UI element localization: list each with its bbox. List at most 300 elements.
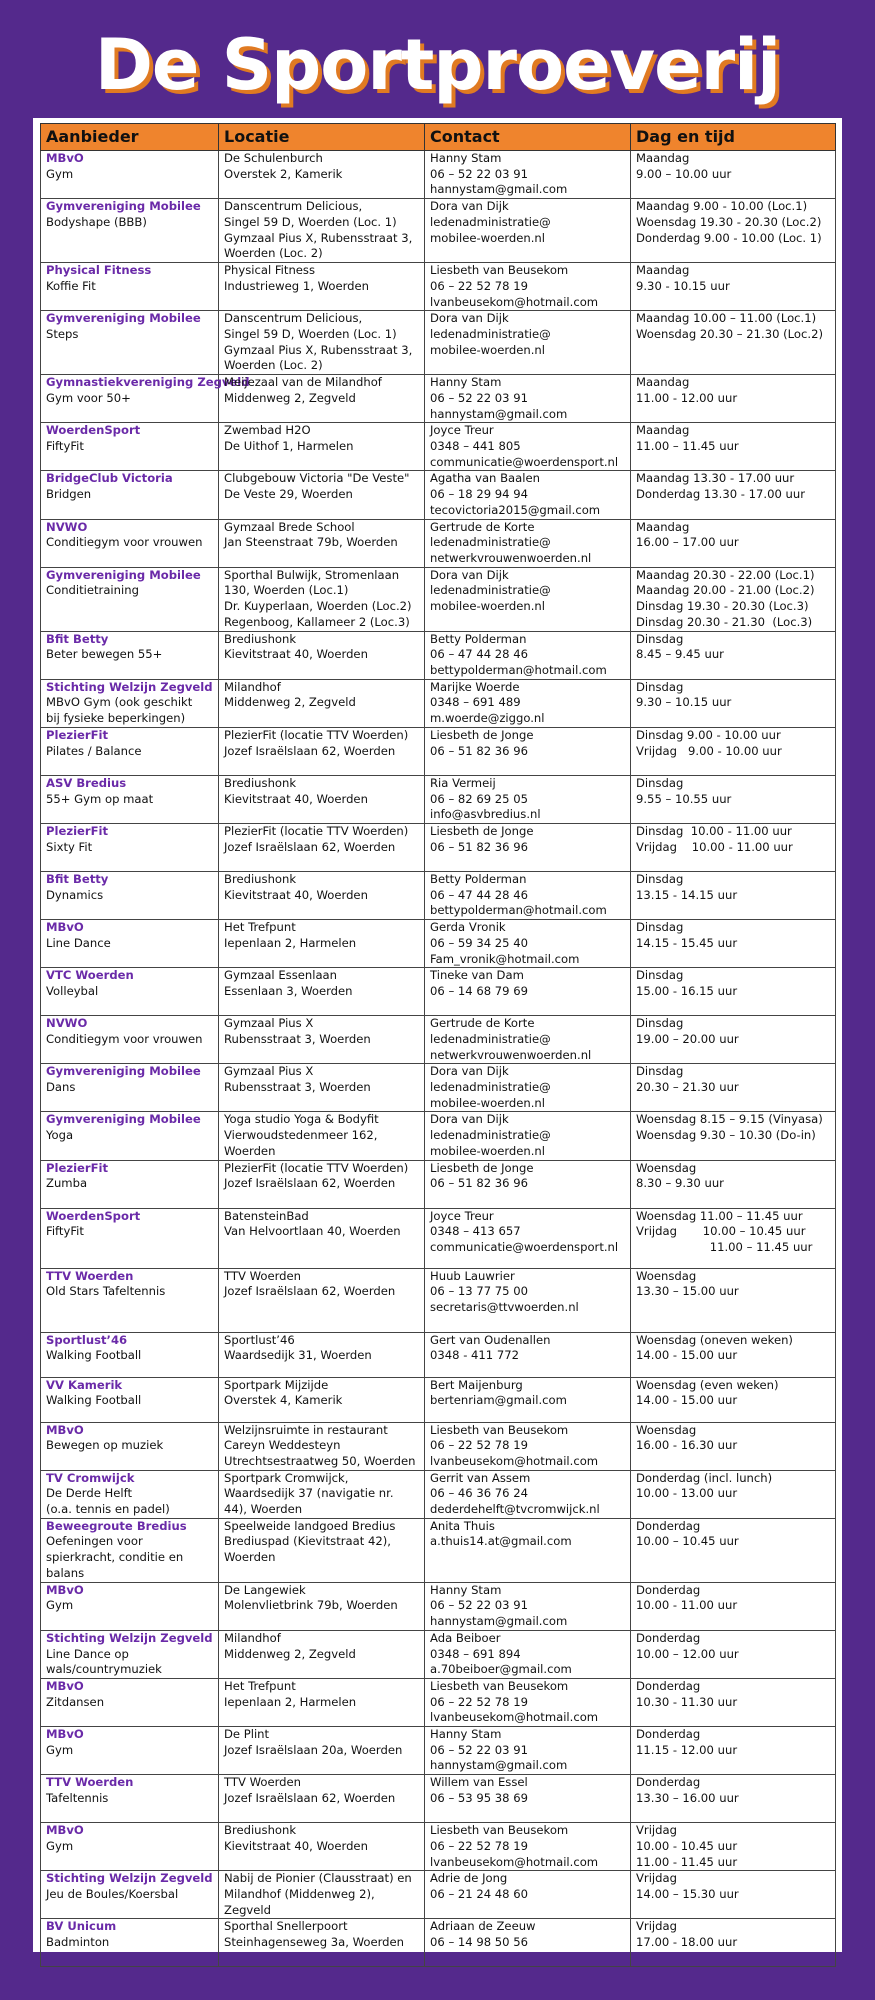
location-line: Sporthal Snellerpoort — [224, 1919, 348, 1934]
contact-line: Willem van Essel — [430, 1775, 528, 1790]
location-line: Sportlust’46 — [224, 1332, 295, 1347]
activity-line: 55+ Gym op maat — [46, 791, 154, 806]
location-line: Gymzaal Pius X — [224, 1016, 314, 1031]
provider-cell — [41, 1160, 219, 1208]
schedule-sheet — [33, 118, 842, 1952]
contact-line: Liesbeth de Jonge — [430, 1160, 534, 1175]
contact-line: dederdehelft@tvcromwijck.nl — [430, 1502, 600, 1517]
contact-cell — [425, 1064, 631, 1112]
contact-line: Ria Vermeij — [430, 775, 496, 790]
schedule-table — [40, 123, 836, 1967]
provider-cell — [41, 920, 219, 968]
contact-line: 06 – 14 68 79 69 — [430, 983, 528, 998]
day-time-cell — [631, 1678, 836, 1726]
day-time-cell — [631, 263, 836, 311]
day-time-line: Maandag 13.30 - 17.00 uur — [636, 471, 795, 486]
contact-line: 0348 – 691 894 — [430, 1646, 521, 1661]
day-time-line: Woensdag (even weken) — [636, 1377, 779, 1392]
contact-line: 06 – 51 82 36 96 — [430, 743, 528, 758]
activity-line: Gym voor 50+ — [46, 390, 131, 405]
contact-line: Ada Beiboer — [430, 1630, 501, 1645]
location-cell — [219, 1064, 425, 1112]
day-time-line: 10.00 - 11.00 uur — [636, 1598, 738, 1613]
location-line: Yoga studio Yoga & Bodyfit — [224, 1112, 379, 1127]
day-time-cell — [631, 1823, 836, 1871]
provider-name: MBvO — [46, 1582, 84, 1597]
location-line: Woerden (Loc. 2) — [224, 246, 323, 261]
contact-line: Adriaan de Zeeuw — [430, 1919, 536, 1934]
day-time-line: 14.00 – 15.30 uur — [636, 1887, 739, 1901]
location-cell — [219, 1377, 425, 1422]
day-time-line: Donderdag 9.00 - 10.00 (Loc. 1) — [636, 230, 822, 245]
provider-name: NVWO — [46, 519, 88, 534]
activity-line: Beter bewegen 55+ — [46, 647, 163, 662]
location-line: Speelweide landgoed Bredius — [224, 1518, 396, 1533]
contact-line: 06 – 52 22 03 91 — [430, 390, 528, 405]
contact-line: mobilee-woerden.nl — [430, 342, 546, 357]
contact-line: ledenadministratie@ — [430, 535, 551, 550]
provider-cell — [41, 423, 219, 471]
location-line: Kievitstraat 40, Woerden — [224, 887, 368, 902]
provider-cell — [41, 1871, 219, 1919]
provider-cell — [41, 1208, 219, 1268]
location-line: Danscentrum Delicious, — [224, 311, 363, 326]
day-time-cell — [631, 727, 836, 775]
activity-line: MBvO Gym (ook geschikt — [46, 695, 193, 710]
day-time-cell — [631, 567, 836, 631]
location-line: Overstek 4, Kamerik — [224, 1393, 343, 1408]
contact-line: Huub Lauwrier — [430, 1268, 515, 1283]
day-time-cell — [631, 1377, 836, 1422]
location-line: Brediushonk — [224, 871, 297, 886]
location-cell — [219, 1823, 425, 1871]
location-cell — [219, 1630, 425, 1678]
contact-line: Joyce Treur — [430, 423, 494, 438]
contact-cell — [425, 968, 631, 1016]
location-line: Zwembad H2O — [224, 423, 311, 438]
day-time-line: 9.30 - 10.15 uur — [636, 278, 730, 293]
contact-line: Dora van Dijk — [430, 1064, 509, 1079]
contact-line: Betty Polderman — [430, 871, 527, 886]
day-time-line: Dinsdag 9.00 - 10.00 uur — [636, 727, 781, 742]
location-cell — [219, 1871, 425, 1919]
location-line: Iepenlaan 2, Harmelen — [224, 935, 357, 950]
contact-line: 0348 - 411 772 — [430, 1348, 520, 1363]
contact-line: Liesbeth van Beusekom — [430, 1422, 569, 1437]
provider-name: BV Unicum — [46, 1919, 117, 1934]
day-time-cell — [631, 1064, 836, 1112]
contact-line: Fam_vronik@hotmail.com — [430, 951, 580, 966]
provider-name: TV Cromwijck — [46, 1470, 135, 1485]
provider-cell — [41, 775, 219, 823]
location-line: Van Helvoortlaan 40, Woerden — [224, 1224, 401, 1239]
day-time-line: Woensdag 19.30 - 20.30 (Loc.2) — [636, 214, 822, 229]
provider-name: NVWO — [46, 1016, 88, 1031]
day-time-line: 11.00 - 12.00 uur — [636, 390, 738, 405]
provider-cell — [41, 1823, 219, 1871]
location-cell — [219, 775, 425, 823]
location-line: Singel 59 D, Woerden (Loc. 1) — [224, 326, 397, 341]
day-time-line: Donderdag — [636, 1775, 701, 1790]
provider-name: WoerdenSport — [46, 423, 141, 438]
location-line: Waardsedijk 37 (navigatie nr. — [224, 1486, 394, 1501]
day-time-line: 8.30 – 9.30 uur — [636, 1176, 724, 1191]
contact-line: lvanbeusekom@hotmail.com — [430, 1453, 599, 1468]
provider-cell — [41, 471, 219, 519]
location-line: Woerden — [224, 1143, 276, 1158]
contact-line: mobilee-woerden.nl — [430, 599, 546, 614]
table-row — [41, 775, 836, 823]
table-row — [41, 1919, 836, 1967]
location-line: 44), Woerden — [224, 1502, 303, 1517]
day-time-line: 16.00 – 17.00 uur — [636, 535, 739, 550]
provider-name: MBvO — [46, 920, 84, 935]
contact-line: mobilee-woerden.nl — [430, 230, 546, 245]
provider-name: Stichting Welzijn Zegveld — [46, 679, 213, 694]
location-line: Zegveld — [224, 1902, 272, 1917]
location-cell — [219, 151, 425, 199]
activity-line: Conditiegym voor vrouwen — [46, 1031, 203, 1046]
table-row — [41, 567, 836, 631]
provider-name: Sportlust’46 — [46, 1332, 128, 1347]
location-cell — [219, 1919, 425, 1967]
day-time-cell — [631, 1332, 836, 1377]
activity-line: Bewegen op muziek — [46, 1438, 164, 1453]
location-line: De Schulenburch — [224, 151, 323, 165]
provider-cell — [41, 375, 250, 423]
day-time-cell — [631, 423, 836, 471]
table-row — [41, 1678, 836, 1726]
contact-line: 06 – 51 82 36 96 — [430, 1176, 528, 1191]
contact-cell — [425, 1112, 631, 1160]
location-line: Sportpark Mijzijde — [224, 1377, 329, 1392]
day-time-cell — [631, 1160, 836, 1208]
table-row — [41, 1518, 836, 1582]
location-cell — [219, 871, 425, 919]
table-row — [41, 1064, 836, 1112]
provider-cell — [41, 1470, 219, 1518]
table-row — [41, 1775, 836, 1823]
activity-line: Gym — [46, 1742, 74, 1757]
provider-cell — [41, 727, 219, 775]
day-time-line: Dinsdag — [636, 1016, 684, 1031]
contact-line: Gerrit van Assem — [430, 1470, 531, 1485]
day-time-line: Vrijdag — [636, 1919, 677, 1934]
contact-line: bettypolderman@hotmail.com — [430, 663, 607, 678]
activity-line: Yoga — [46, 1128, 74, 1143]
location-cell — [219, 1208, 425, 1268]
day-time-line: 20.30 – 21.30 uur — [636, 1080, 739, 1095]
activity-line: Gym — [46, 1598, 74, 1613]
location-line: TTV Woerden — [224, 1268, 301, 1283]
provider-name: VV Kamerik — [46, 1377, 123, 1392]
provider-name: MBvO — [46, 1678, 84, 1693]
contact-cell — [425, 920, 631, 968]
day-time-cell — [631, 1775, 836, 1823]
contact-cell — [425, 1268, 631, 1332]
day-time-line: 13.15 - 14.15 uur — [636, 887, 738, 902]
table-row — [41, 968, 836, 1016]
contact-line: ledenadministratie@ — [430, 1128, 551, 1143]
provider-name: Stichting Welzijn Zegveld — [46, 1871, 213, 1886]
table-row — [41, 1582, 836, 1630]
day-time-line: 10.00 - 13.00 uur — [636, 1486, 738, 1501]
contact-line: 0348 – 441 805 — [430, 439, 521, 454]
day-time-cell — [631, 1871, 836, 1919]
contact-cell — [425, 1422, 631, 1470]
table-row — [41, 679, 836, 727]
day-time-line: Maandag 10.00 – 11.00 (Loc.1) — [636, 311, 817, 326]
location-line: De Veste 29, Woerden — [224, 487, 353, 502]
day-time-line: 10.00 – 10.45 uur — [636, 1534, 739, 1549]
provider-cell — [41, 871, 219, 919]
day-time-cell — [631, 1518, 836, 1582]
location-line: Sportpark Cromwijck, — [224, 1470, 349, 1485]
day-time-line: Dinsdag 19.30 - 20.30 (Loc.3) — [636, 599, 809, 614]
day-time-line: Maandag 9.00 - 10.00 (Loc.1) — [636, 199, 808, 214]
activity-line: Jeu de Boules/Koersbal — [46, 1887, 179, 1901]
contact-line: Liesbeth de Jonge — [430, 823, 534, 838]
location-line: Rubensstraat 3, Woerden — [224, 1080, 371, 1095]
day-time-cell — [631, 375, 836, 423]
header-provider: Aanbieder — [41, 124, 219, 151]
location-line: Careyn Weddesteyn — [224, 1438, 341, 1453]
location-cell — [219, 263, 425, 311]
day-time-line: Dinsdag — [636, 775, 684, 790]
contact-line: mobilee-woerden.nl — [430, 1095, 546, 1110]
contact-line: Anita Thuis — [430, 1518, 495, 1533]
day-time-cell — [631, 871, 836, 919]
table-row — [41, 920, 836, 968]
day-time-cell — [631, 1470, 836, 1518]
provider-name: Bfit Betty — [46, 871, 109, 886]
contact-cell — [425, 471, 631, 519]
contact-line: 06 – 22 52 78 19 — [430, 1438, 528, 1453]
contact-line: m.woerde@ziggo.nl — [430, 711, 545, 726]
location-cell — [219, 471, 425, 519]
day-time-line: Dinsdag 20.30 - 21.30 (Loc.3) — [636, 614, 813, 629]
activity-line: Line Dance — [46, 935, 111, 950]
contact-cell — [425, 1775, 631, 1823]
day-time-line: Vrijdag 9.00 - 10.00 uur — [636, 743, 782, 758]
table-row — [41, 423, 836, 471]
activity-line: spierkracht, conditie en — [46, 1550, 184, 1565]
provider-name: PlezierFit — [46, 727, 109, 742]
contact-line: Hanny Stam — [430, 1582, 502, 1597]
contact-line: 06 – 21 24 48 60 — [430, 1887, 528, 1901]
location-line: Overstek 2, Kamerik — [224, 166, 343, 181]
provider-name: MBvO — [46, 1823, 84, 1838]
day-time-cell — [631, 631, 836, 679]
day-time-line: Donderdag — [636, 1582, 701, 1597]
contact-line: ledenadministratie@ — [430, 1080, 551, 1095]
day-time-line: Dinsdag — [636, 679, 684, 694]
provider-name: Stichting Welzijn Zegveld — [46, 1630, 213, 1645]
contact-cell — [425, 1582, 631, 1630]
activity-line: Dans — [46, 1080, 76, 1095]
activity-line: balans — [46, 1565, 85, 1580]
location-line: Jozef Israëlslaan 20a, Woerden — [224, 1742, 403, 1757]
table-row — [41, 1268, 836, 1332]
location-line: 130, Woerden (Loc.1) — [224, 583, 349, 598]
contact-line: 06 – 13 77 75 00 — [430, 1284, 528, 1299]
provider-name: Physical Fitness — [46, 263, 152, 278]
location-line: Sporthal Bulwijk, Stromenlaan — [224, 567, 400, 582]
day-time-cell — [631, 1208, 836, 1268]
day-time-line: 13.30 – 15.00 uur — [636, 1284, 739, 1299]
location-line: Jan Steenstraat 79b, Woerden — [224, 535, 398, 550]
provider-cell — [41, 1332, 219, 1377]
provider-cell — [41, 1112, 219, 1160]
day-time-line: Vrijdag — [636, 1823, 677, 1838]
activity-line: Bridgen — [46, 487, 92, 502]
contact-line: 06 – 18 29 94 94 — [430, 487, 528, 502]
contact-cell — [425, 519, 631, 567]
location-line: Het Trefpunt — [224, 1678, 296, 1693]
location-line: Waardsedijk 31, Woerden — [224, 1348, 372, 1363]
day-time-line: 11.00 – 11.45 uur — [636, 1239, 813, 1254]
provider-name: Gymvereniging Mobilee — [46, 567, 201, 582]
provider-cell — [41, 1377, 219, 1422]
location-line: De Plint — [224, 1727, 270, 1742]
location-line: Meijezaal van de Milandhof — [224, 375, 382, 390]
day-time-line: Donderdag — [636, 1727, 701, 1742]
contact-line: Gerda Vronik — [430, 920, 506, 935]
day-time-line: Vrijdag 10.00 – 10.45 uur — [636, 1224, 806, 1239]
location-line: Middenweg 2, Zegveld — [224, 390, 356, 405]
contact-line: 06 – 22 52 78 19 — [430, 278, 528, 293]
contact-line: 06 – 52 22 03 91 — [430, 1742, 528, 1757]
header-location: Locatie — [219, 124, 425, 151]
day-time-line: 16.00 - 16.30 uur — [636, 1438, 738, 1453]
location-line: Utrechtsestraatweg 50, Woerden — [224, 1453, 416, 1468]
day-time-cell — [631, 679, 836, 727]
day-time-cell — [631, 199, 836, 263]
day-time-line: Dinsdag — [636, 920, 684, 935]
contact-cell — [425, 679, 631, 727]
header-day-time: Dag en tijd — [631, 124, 836, 151]
provider-name: WoerdenSport — [46, 1208, 141, 1223]
contact-line: 06 – 53 95 38 69 — [430, 1790, 528, 1805]
provider-name: PlezierFit — [46, 823, 109, 838]
location-cell — [219, 1332, 425, 1377]
contact-line: ledenadministratie@ — [430, 1031, 551, 1046]
contact-line: hannystam@gmail.com — [430, 1758, 568, 1773]
contact-line: info@asvbredius.nl — [430, 807, 541, 822]
day-time-line: Woensdag — [636, 1160, 697, 1175]
contact-line: 0348 – 413 657 — [430, 1224, 521, 1239]
table-row — [41, 1470, 836, 1518]
location-cell — [219, 1422, 425, 1470]
contact-cell — [425, 727, 631, 775]
contact-line: 06 – 47 44 28 46 — [430, 887, 528, 902]
day-time-line: Maandag — [636, 519, 690, 534]
provider-cell — [41, 1727, 219, 1775]
day-time-line: Woensdag (oneven weken) — [636, 1332, 793, 1347]
table-row — [41, 1332, 836, 1377]
provider-cell — [41, 1268, 219, 1332]
location-line: Industrieweg 1, Woerden — [224, 278, 370, 293]
poster-title: De Sportproeverij — [94, 24, 781, 106]
contact-cell — [425, 263, 631, 311]
location-line: Singel 59 D, Woerden (Loc. 1) — [224, 214, 397, 229]
table-row — [41, 871, 836, 919]
provider-cell — [41, 1630, 219, 1678]
contact-line: Dora van Dijk — [430, 199, 509, 214]
day-time-line: 9.55 – 10.55 uur — [636, 791, 732, 806]
activity-line: Bodyshape (BBB) — [46, 214, 147, 229]
contact-line: lvanbeusekom@hotmail.com — [430, 294, 599, 309]
day-time-cell — [631, 1727, 836, 1775]
day-time-cell — [631, 311, 836, 375]
day-time-line: 15.00 - 16.15 uur — [636, 983, 738, 998]
location-cell — [219, 1268, 425, 1332]
activity-line: Tafeltennis — [46, 1790, 109, 1805]
day-time-cell — [631, 1919, 836, 1967]
contact-line: 06 – 59 34 25 40 — [430, 935, 528, 950]
contact-line: Liesbeth de Jonge — [430, 727, 534, 742]
location-cell — [219, 1160, 425, 1208]
location-cell — [219, 679, 425, 727]
provider-name: VTC Woerden — [46, 968, 134, 983]
table-row — [41, 151, 836, 199]
contact-cell — [425, 1919, 631, 1967]
table-row — [41, 199, 836, 263]
contact-line: lvanbeusekom@hotmail.com — [430, 1710, 599, 1725]
table-row — [41, 375, 836, 423]
day-time-cell — [631, 519, 836, 567]
day-time-cell — [631, 1630, 836, 1678]
day-time-line: 14.00 - 15.00 uur — [636, 1348, 738, 1363]
provider-cell — [41, 1775, 219, 1823]
location-cell — [219, 1582, 425, 1630]
day-time-line: 9.00 – 10.00 uur — [636, 166, 732, 181]
contact-line: Hanny Stam — [430, 151, 502, 165]
location-line: De Uithof 1, Harmelen — [224, 439, 354, 454]
activity-line: Conditiegym voor vrouwen — [46, 535, 203, 550]
provider-name: Gymvereniging Mobilee — [46, 1064, 201, 1079]
day-time-line: Woensdag 11.00 – 11.45 uur — [636, 1208, 803, 1223]
header-contact: Contact — [425, 124, 631, 151]
contact-line: Liesbeth van Beusekom — [430, 1823, 569, 1838]
activity-line: Zumba — [46, 1176, 88, 1191]
table-row — [41, 519, 836, 567]
contact-line: Hanny Stam — [430, 1727, 502, 1742]
provider-cell — [41, 1919, 219, 1967]
provider-name: Gymvereniging Mobilee — [46, 311, 201, 326]
contact-line: Dora van Dijk — [430, 1112, 509, 1127]
location-cell — [219, 1518, 425, 1582]
location-cell — [219, 423, 425, 471]
contact-line: Joyce Treur — [430, 1208, 494, 1223]
contact-line: Gertrude de Korte — [430, 519, 535, 534]
contact-line: secretaris@ttvwoerden.nl — [430, 1299, 579, 1314]
contact-line: ledenadministratie@ — [430, 326, 551, 341]
provider-cell — [41, 151, 219, 199]
contact-line: lvanbeusekom@hotmail.com — [430, 1854, 599, 1869]
location-line: Milandhof (Middenweg 2), — [224, 1887, 375, 1901]
contact-line: Betty Polderman — [430, 631, 527, 646]
location-cell — [219, 199, 425, 263]
location-line: Gymzaal Pius X, Rubensstraat 3, — [224, 342, 413, 357]
location-line: Danscentrum Delicious, — [224, 199, 363, 214]
contact-cell — [425, 823, 631, 871]
table-row — [41, 1208, 836, 1268]
provider-name: Gymnastiekvereniging Zegveld — [46, 375, 250, 390]
day-time-line: 11.15 - 12.00 uur — [636, 1742, 738, 1757]
contact-cell — [425, 423, 631, 471]
day-time-line: 9.30 – 10.15 uur — [636, 695, 732, 710]
